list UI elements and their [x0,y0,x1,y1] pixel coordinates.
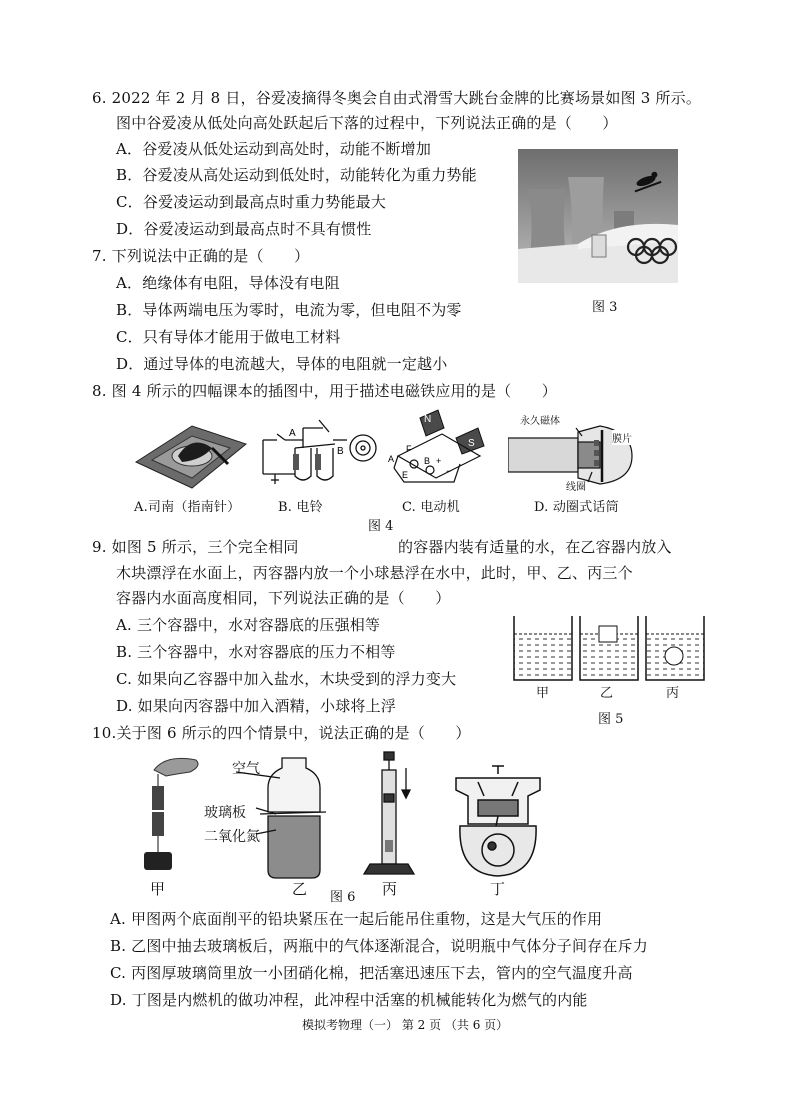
sinan-compass-illustration [132,412,250,492]
q7-stem: 7. 下列说法中正确的是（ ） [92,247,310,265]
container-label-yi: 乙 [600,686,614,701]
container-label-jia: 甲 [536,686,550,701]
fig6-label-bing: 丙 [382,880,398,898]
bell-letter-a: A [289,428,296,439]
mic-label-coil: 线圈 [566,482,586,493]
moving-coil-microphone-illustration [508,412,638,494]
q9-stem-line2: 木块漂浮在水面上，丙容器内放一个小球悬浮在水中，此时，甲、乙、丙三个 [116,564,633,582]
q6-stem-line2: 图中谷爱凌从低处向高处跃起后下落的过程中，下列说法正确的是（ ） [116,114,618,132]
motor-letter-s: S [468,438,475,449]
motor-letter-e: E [402,470,409,480]
figure-3-caption: 图 3 [592,300,618,315]
q7-option-a: A．绝缘体有电阻，导体没有电阻 [116,274,340,292]
q10-option-c: C. 丙图厚玻璃筒里放一小团硝化棉，把活塞迅速压下去，管内的空气温度升高 [110,964,633,982]
figure-6-caption: 图 6 [330,890,356,905]
motor-minus: − [446,466,452,476]
internal-combustion-engine-illustration [448,762,548,882]
mic-label-diaphragm: 膜片 [612,430,632,445]
q8-label-a: A.司南（指南针） [134,500,241,515]
bottle-label-glass-plate: 玻璃板 [204,805,246,821]
q9-option-b: B. 三个容器中，水对容器底的压力不相等 [116,643,396,661]
q6-option-b: B．谷爱凌从高处运动到低处时，动能转化为重力势能 [116,166,477,184]
q8-label-c: C. 电动机 [402,500,460,515]
q6-stem-line1: 6. 2022 年 2 月 8 日，谷爱凌摘得冬奥会自由式滑雪大跳台金牌的比赛场景如图 3 所示。 [92,89,702,107]
q9-stem-line1b: 的容器内装有适量的水，在乙容器内放入 [398,538,672,556]
bottle-label-nitrogen-dioxide: 二氧化氮 [204,829,260,845]
q7-option-c: C．只有导体才能用于做电工材料 [116,328,341,346]
air-compression-tube-illustration [360,750,420,882]
fig6-label-jia: 甲 [150,880,166,898]
q9-stem-line3: 容器内水面高度相同，下列说法正确的是（ ） [116,589,451,607]
q6-option-d: D．谷爱凌运动到最高点时不具有惯性 [116,220,372,238]
ski-jump-photo [518,149,678,283]
motor-letter-f: F [406,444,412,454]
figure-4-caption: 图 4 [368,519,394,534]
mic-label-permanent-magnet: 永久磁体 [520,416,560,427]
motor-letter-b: B [424,456,431,466]
container-label-bing: 丙 [666,686,680,701]
q10-option-b: B. 乙图中抽去玻璃板后，两瓶中的气体逐渐混合，说明瓶中气体分子间存在斥力 [110,937,648,955]
bottle-label-air: 空气 [232,761,260,777]
q8-stem: 8. 图 4 所示的四幅课本的插图中，用于描述电磁铁应用的是（ ） [92,382,557,400]
container-bing [646,616,704,680]
container-yi [580,616,638,680]
fig6-label-ding: 丁 [490,880,506,898]
q7-option-b: B．导体两端电压为零时，电流为零，但电阻不为零 [116,301,462,319]
q8-label-d: D. 动圈式话筒 [534,500,619,515]
three-containers-illustration [510,612,710,684]
electric-bell-illustration [255,414,385,494]
q9-option-d: D. 如果向丙容器中加入酒精，小球将上浮 [116,697,397,715]
container-jia [514,616,572,680]
motor-plus: + [436,456,442,466]
motor-letter-n: N [424,414,432,425]
q9-stem-line1a: 9. 如图 5 所示，三个完全相同 [92,538,299,556]
figure-5-caption: 图 5 [598,712,624,727]
lead-blocks-illustration [136,752,206,882]
q10-option-a: A. 甲图两个底面削平的铅块紧压在一起后能吊住重物，这是大气压的作用 [110,910,603,928]
q8-label-b: B. 电铃 [278,500,323,515]
q10-option-d: D. 丁图是内燃机的做功冲程，此冲程中活塞的机械能转化为燃气的内能 [110,991,588,1009]
electric-motor-illustration [384,404,514,494]
q10-stem: 10.关于图 6 所示的四个情景中，说法正确的是（ ） [92,724,471,742]
q7-option-d: D．通过导体的电流越大，导体的电阻就一定越小 [116,355,448,373]
q9-option-a: A. 三个容器中，水对容器底的压强相等 [116,616,381,634]
q6-option-c: C．谷爱凌运动到最高点时重力势能最大 [116,193,387,211]
q9-option-c: C. 如果向乙容器中加入盐水，木块受到的浮力变大 [116,670,457,688]
page-footer: 模拟考物理（一） 第 2 页 （共 6 页） [302,1018,509,1032]
bell-letter-b: B [337,446,344,457]
q6-option-a: A．谷爱凌从低处运动到高处时，动能不断增加 [116,140,432,158]
motor-letter-a: A [388,454,395,464]
fig6-label-yi: 乙 [292,880,308,898]
